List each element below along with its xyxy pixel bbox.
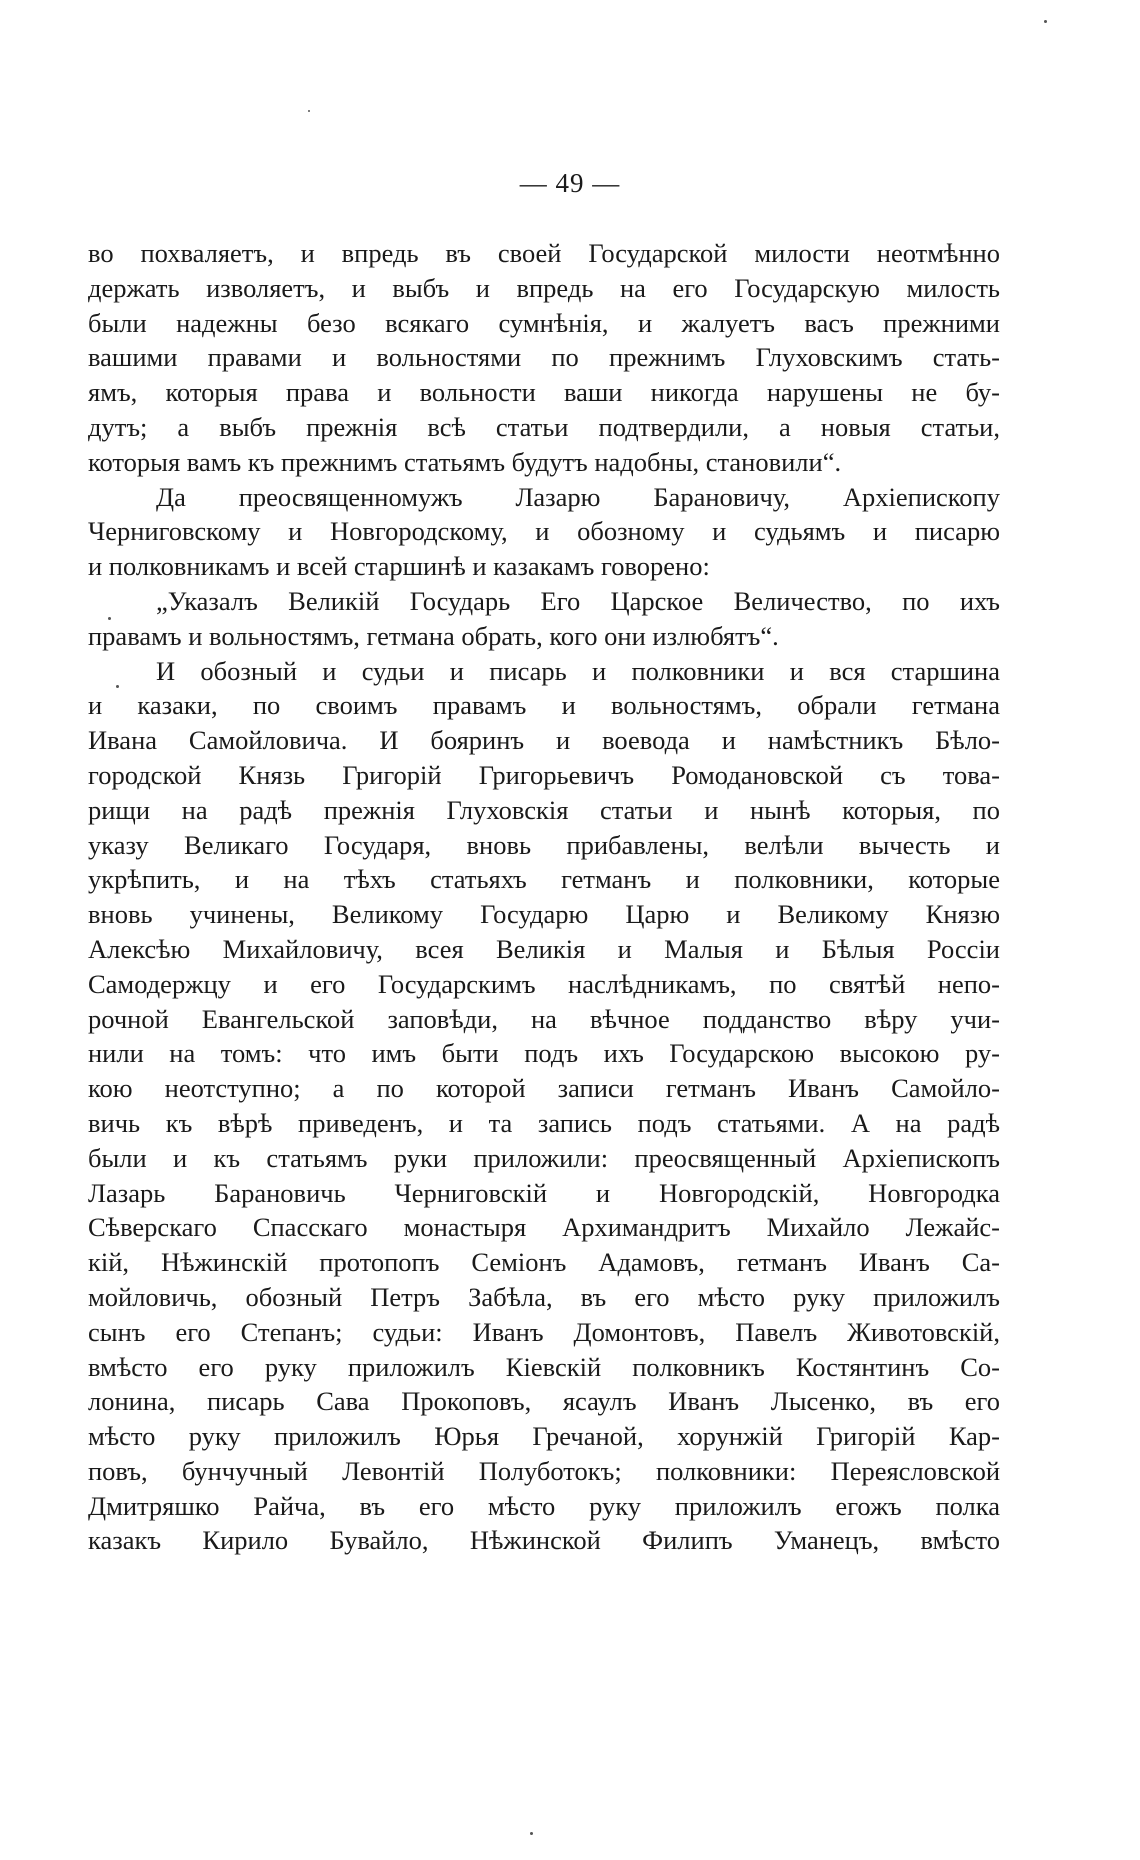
text-line: „Указалъ Великій Государь Его Царское Величество, по ихъ bbox=[156, 585, 1000, 616]
text-line: повъ, бунчучный Левонтій Полуботокъ; полковники: Переясловской bbox=[88, 1455, 1000, 1486]
text-line: правамъ и вольностямъ, гетмана обрать, кого они излюбятъ“. bbox=[88, 620, 779, 651]
text-line: мойловичь, обозный Петръ Забѣла, въ его мѣсто руку приложилъ bbox=[88, 1281, 1000, 1312]
text-line: вновь учинены, Великому Государю Царю и Великому Князю bbox=[88, 899, 1000, 930]
scan-speck bbox=[1044, 20, 1047, 23]
text-line: Да преосвященномужъ Лазарю Барановичу, Архіепископу bbox=[156, 481, 1000, 512]
text-line: во похваляетъ, и впредь въ своей Государской милости неотмѣнно bbox=[88, 238, 1000, 268]
text-line: были надежны безо всякаго сумнѣнія, и жалуетъ васъ прежними bbox=[88, 307, 1000, 338]
text-line: Черниговскому и Новгородскому, и обозному и судьямъ и писарю bbox=[88, 516, 1000, 547]
text-line: мѣсто руку приложилъ Юрья Гречаной, хорунжій Григорій Кар- bbox=[88, 1421, 1000, 1452]
text-line: были и къ статьямъ руки приложили: преосвященный Архіепископъ bbox=[88, 1142, 1000, 1173]
text-line: ямъ, которыя права и вольности ваши никогда нарушены не бу- bbox=[88, 377, 1000, 408]
page-number: — 49 — bbox=[519, 168, 621, 198]
scan-speck bbox=[530, 1832, 533, 1835]
body-text bbox=[88, 236, 1000, 1558]
scan-speck bbox=[116, 685, 119, 688]
text-line: которыя вамъ къ прежнимъ статьямъ будутъ надобны, становили“. bbox=[88, 446, 842, 477]
text-line: вмѣсто его руку приложилъ Кіевскій полковникъ Костянтинъ Со- bbox=[88, 1351, 1000, 1382]
text-line: вичь къ вѣрѣ приведенъ, и та запись подъ статьями. А на радѣ bbox=[88, 1107, 1000, 1138]
text-line: и полковникамъ и всей старшинѣ и казакамъ говорено: bbox=[88, 551, 710, 582]
scan-speck bbox=[308, 110, 310, 112]
text-line: Ивана Самойловича. И бояринъ и воевода и намѣстникъ Бѣло- bbox=[88, 725, 1000, 756]
text-line: рочной Евангельской заповѣди, на вѣчное подданство вѣру учи- bbox=[88, 1003, 1000, 1034]
text-line: сынъ его Степанъ; судьи: Иванъ Домонтовъ, Павелъ Животовскій, bbox=[88, 1316, 1000, 1347]
text-line: Лазарь Барановичь Черниговскій и Новгородскій, Новгородка bbox=[88, 1177, 1000, 1208]
text-line: указу Великаго Государя, вновь прибавлены, велѣли вычесть и bbox=[88, 829, 1000, 860]
text-line: рищи на радѣ прежнія Глуховскія статьи и нынѣ которыя, по bbox=[88, 794, 1000, 825]
text-line: городской Князь Григорій Григорьевичъ Ромодановской съ това- bbox=[88, 759, 1000, 790]
text-line: и казаки, по своимъ правамъ и вольностямъ, обрали гетмана bbox=[88, 690, 1000, 721]
scan-speck bbox=[108, 617, 111, 620]
text-line: Самодержцу и его Государскимъ наслѣдникамъ, по святѣй непо- bbox=[88, 968, 1000, 999]
text-line: укрѣпить, и на тѣхъ статьяхъ гетманъ и полковники, которые bbox=[88, 864, 1000, 895]
text-line: Сѣверскаго Спасскаго монастыря Архимандритъ Михайло Лежайс- bbox=[88, 1212, 1000, 1243]
text-line: И обозный и судьи и писарь и полковники и вся старшина bbox=[156, 655, 1000, 686]
text-line: нили на томъ: что имъ быти подъ ихъ Государскою высокою ру- bbox=[88, 1038, 1000, 1069]
text-line: вашими правами и вольностями по прежнимъ Глуховскимъ стать- bbox=[88, 342, 1000, 373]
text-line: дутъ; а выбъ прежнія всѣ статьи подтвердили, а новыя статьи, bbox=[88, 411, 1000, 442]
text-line: держать изволяетъ, и выбъ и впредь на его Государскую милость bbox=[88, 272, 1000, 303]
text-line: лонина, писарь Сава Прокоповъ, ясаулъ Иванъ Лысенко, въ его bbox=[88, 1386, 1000, 1417]
text-line: Дмитряшко Райча, въ его мѣсто руку приложилъ егожъ полка bbox=[88, 1490, 1000, 1521]
text-line: кою неотступно; а по которой записи гетманъ Иванъ Самойло- bbox=[88, 1073, 1000, 1104]
text-line: кій, Нѣжинскій протопопъ Семіонъ Адамовъ, гетманъ Иванъ Са- bbox=[88, 1247, 1000, 1278]
text-line: казакъ Кирило Бувайло, Нѣжинской Филипъ Уманецъ, вмѣсто bbox=[88, 1525, 1000, 1556]
text-line: Алексѣю Михайловичу, всея Великія и Малыя и Бѣлыя Россіи bbox=[88, 933, 1000, 964]
